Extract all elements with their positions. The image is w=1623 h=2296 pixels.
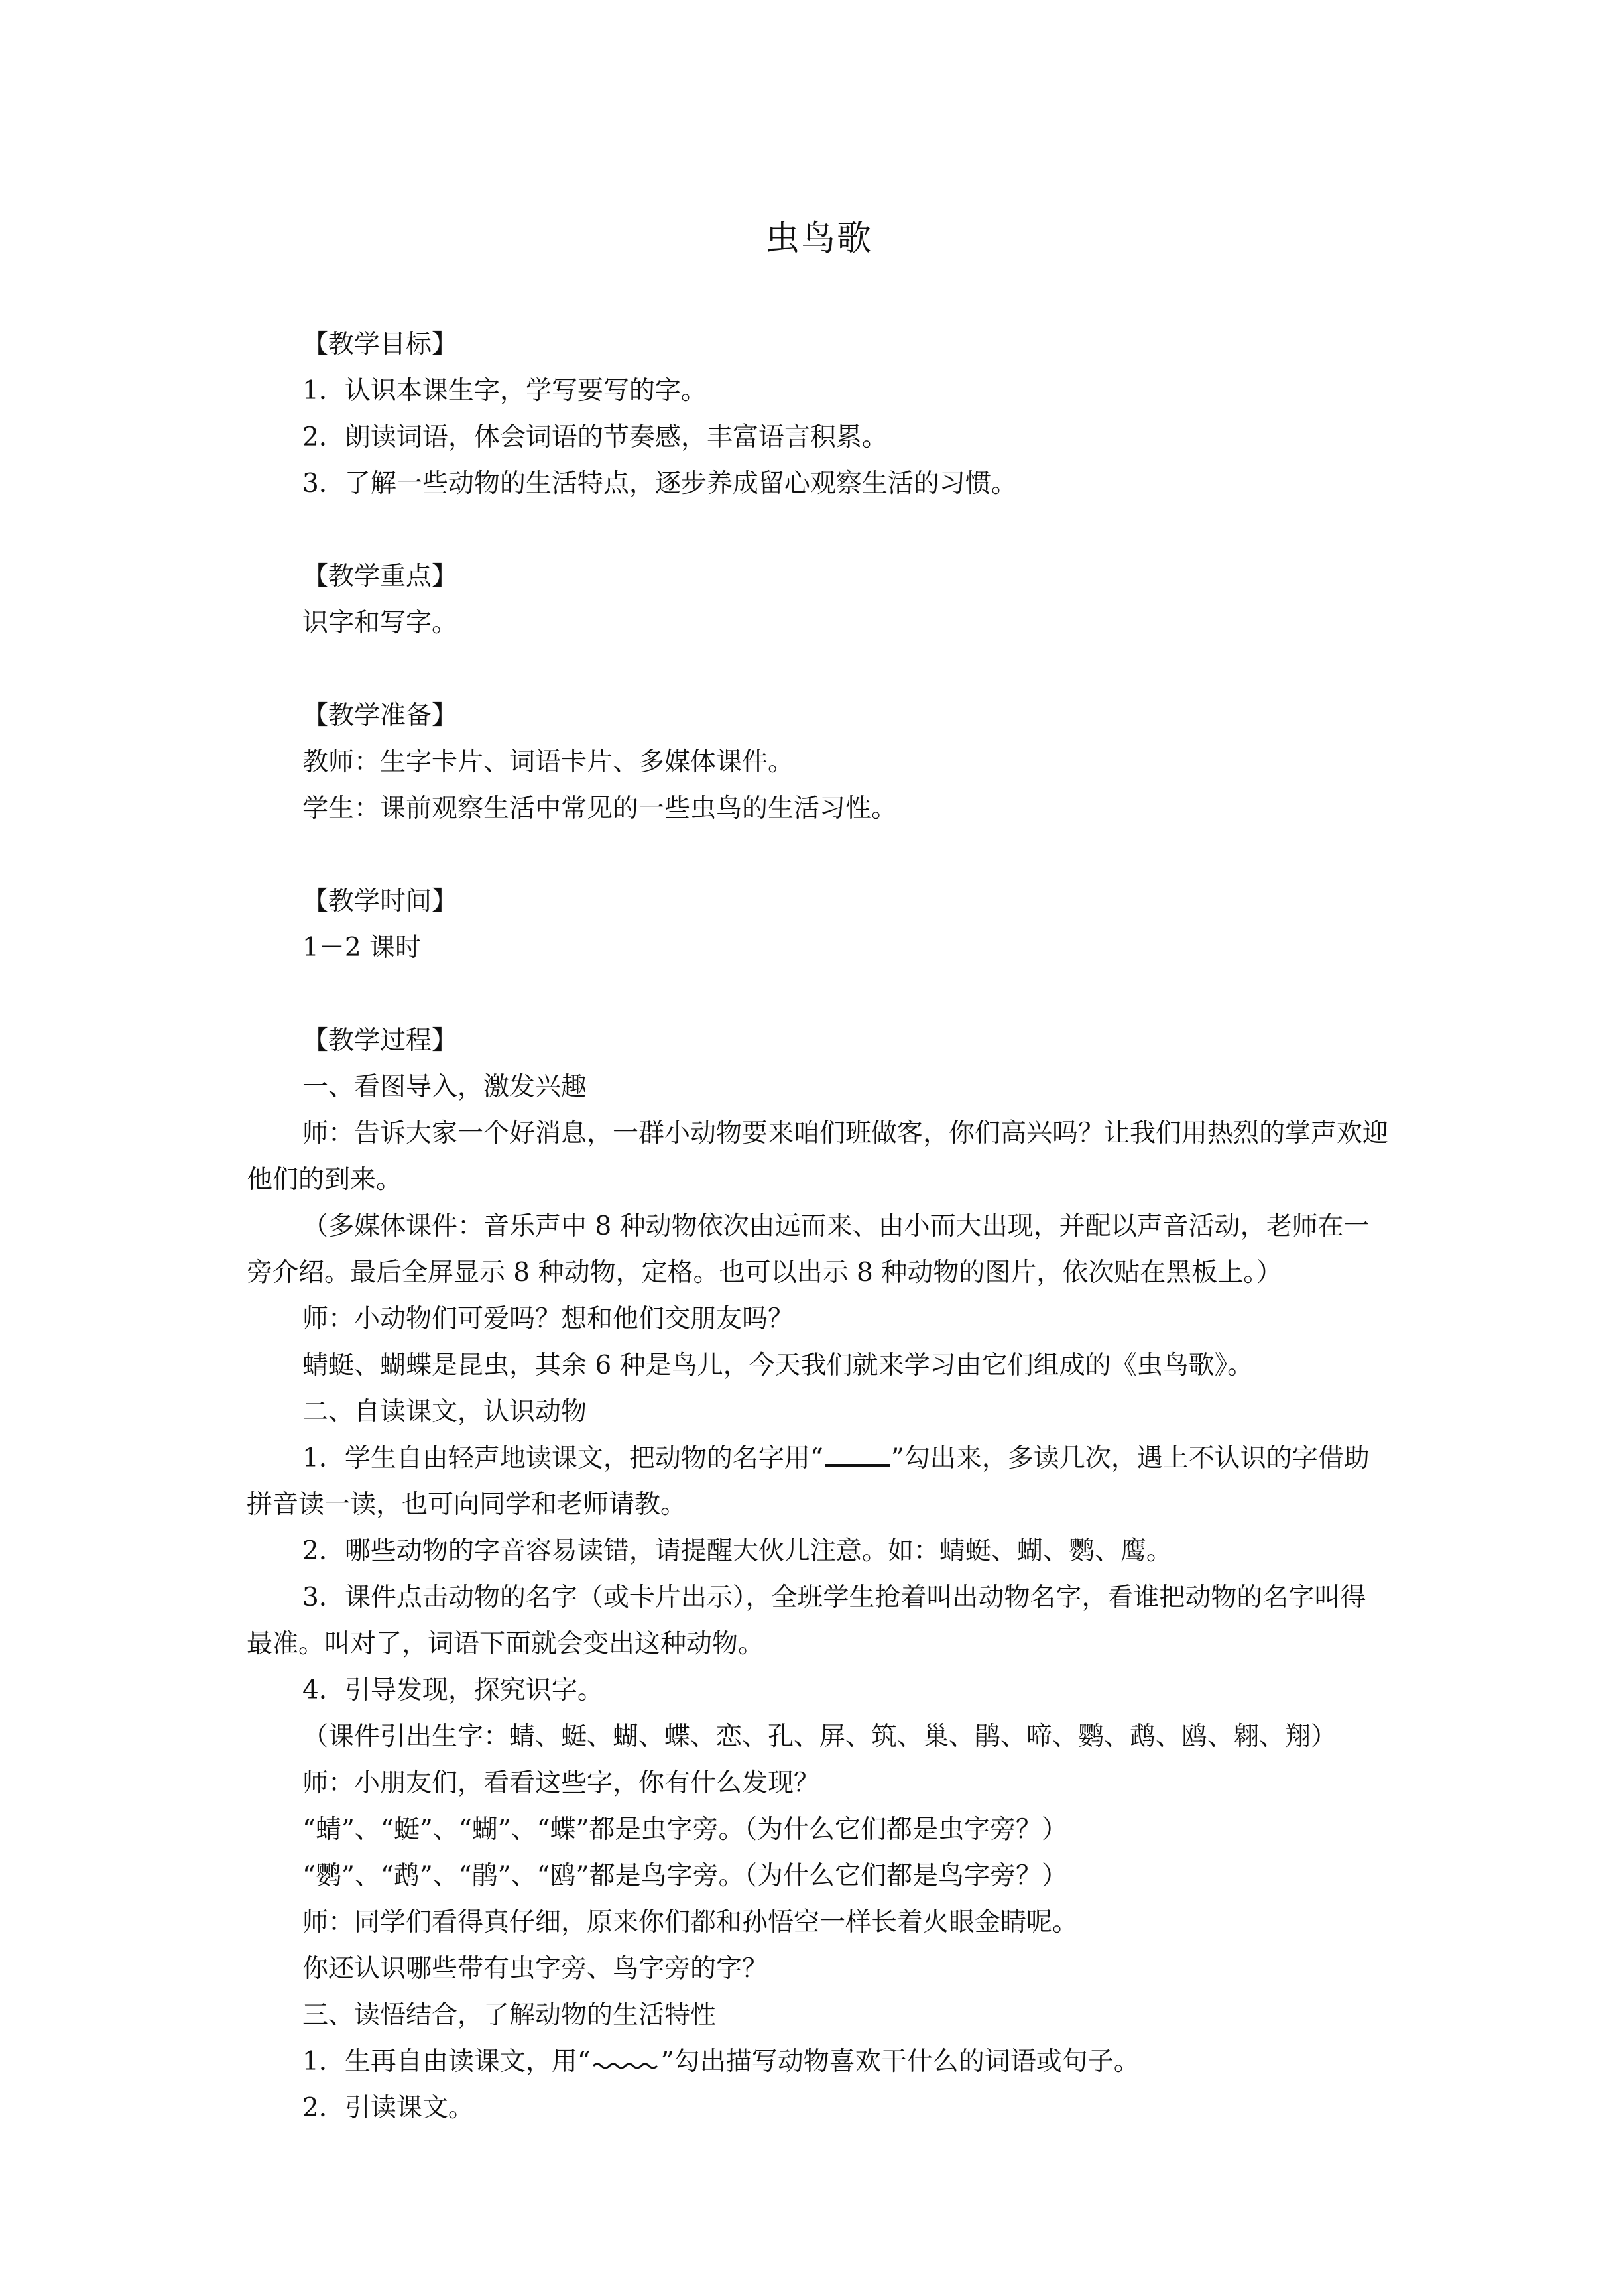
prep-item-teacher: 教师：生字卡片、词语卡片、多媒体课件。	[302, 747, 794, 777]
time-text: 1－2 课时	[302, 933, 422, 963]
process-item-5	[247, 2039, 1391, 2085]
process-item-3: 3．课件点击动物的名字（或卡片出示），全班学生抢着叫出动物名字，看谁把动物的名字叫得最准。叫对了，词语下面就会变出这种动物。	[247, 1583, 1366, 1659]
process-question-3: 你还认识哪些带有虫字旁、鸟字旁的字？	[302, 1954, 768, 1984]
process-paragraph-4: 蜻蜓、蝴蝶是昆虫，其余 6 种是鸟儿，今天我们就来学习由它们组成的《虫鸟歌》。	[302, 1351, 1254, 1380]
goal-item-2: 2．朗读词语，体会词语的节奏感，丰富语言积累。	[302, 422, 888, 452]
process-item-1-after: ”勾出来，多读几次，遇上不认识的字借助拼音读一读，也可向同学和老师请教。	[247, 1443, 1370, 1520]
key-heading: 【教学重点】	[302, 562, 458, 591]
process-item-2: 2．哪些动物的字音容易读错，请提醒大伙儿注意。如：蜻蜓、蝴、鹦、鹰。	[302, 1536, 1172, 1566]
prep-heading: 【教学准备】	[302, 701, 458, 731]
process-item-4: 4．引导发现，探究识字。	[302, 1675, 603, 1705]
process-paragraph-3: 师：小动物们可爱吗？想和他们交朋友吗？	[302, 1304, 794, 1334]
goal-item-1: 1．认识本课生字，学写要写的字。	[302, 376, 707, 406]
key-text: 识字和写字。	[302, 608, 458, 638]
process-paragraph-1: 师：告诉大家一个好消息，一群小动物要来咱们班做客，你们高兴吗？让我们用热烈的掌声欢迎他们的到来。	[247, 1118, 1389, 1195]
process-part1-title: 一、看图导入，激发兴趣	[302, 1072, 587, 1102]
process-answer-1: “蜻”、“蜓”、“蝴”、“蝶”都是虫字旁。（为什么它们都是虫字旁？）	[302, 1815, 1068, 1844]
document-body	[247, 322, 1391, 2132]
process-item-5-before: 1．生再自由读课文，用“	[302, 2047, 591, 2077]
goals-heading: 【教学目标】	[302, 330, 458, 359]
wavy-underline-mark	[592, 2047, 660, 2070]
process-part3-title: 三、读悟结合，了解动物的生活特性	[302, 2000, 717, 2030]
process-paragraph-2: （多媒体课件：音乐声中 8 种动物依次由远而来、由小而大出现，并配以声音活动，老师在一旁介绍。最后全屏显示 8 种动物，定格。也可以出示 8 种动物的图片，依次贴在黑板上。）	[247, 1211, 1370, 1288]
prep-item-student: 学生：课前观察生活中常见的一些虫鸟的生活习性。	[302, 794, 898, 823]
goal-item-3: 3．了解一些动物的生活特点，逐步养成留心观察生活的习惯。	[302, 469, 1017, 499]
process-item-4-note: （课件引出生字：蜻、蜓、蝴、蝶、恋、孔、屏、筑、巢、鹃、啼、鹦、鹉、鸥、翱、翔）	[302, 1722, 1337, 1752]
underline-mark	[825, 1441, 890, 1467]
section-gap	[247, 971, 1391, 1018]
process-part2-title: 二、自读课文，认识动物	[302, 1397, 587, 1427]
process-item-1-before: 1．学生自由轻声地读课文，把动物的名字用“	[302, 1443, 823, 1473]
process-item-5-after: ”勾出描写动物喜欢干什么的词语或句子。	[660, 2047, 1140, 2077]
page-title: 虫鸟歌	[764, 219, 872, 259]
process-question-1: 师：小朋友们，看看这些字，你有什么发现？	[302, 1768, 820, 1798]
section-gap	[247, 832, 1391, 878]
time-heading: 【教学时间】	[302, 886, 458, 916]
process-answer-2: “鹦”、“鹉”、“鹃”、“鸥”都是鸟字旁。（为什么它们都是鸟字旁？）	[302, 1861, 1068, 1891]
process-item-6: 2．引读课文。	[302, 2093, 474, 2123]
process-item-1	[247, 1435, 1391, 1528]
process-heading: 【教学过程】	[302, 1026, 458, 1056]
section-gap	[247, 507, 1391, 554]
section-gap	[247, 646, 1391, 693]
process-question-2: 师：同学们看得真仔细，原来你们都和孙悟空一样长着火眼金睛呢。	[302, 1907, 1079, 1937]
